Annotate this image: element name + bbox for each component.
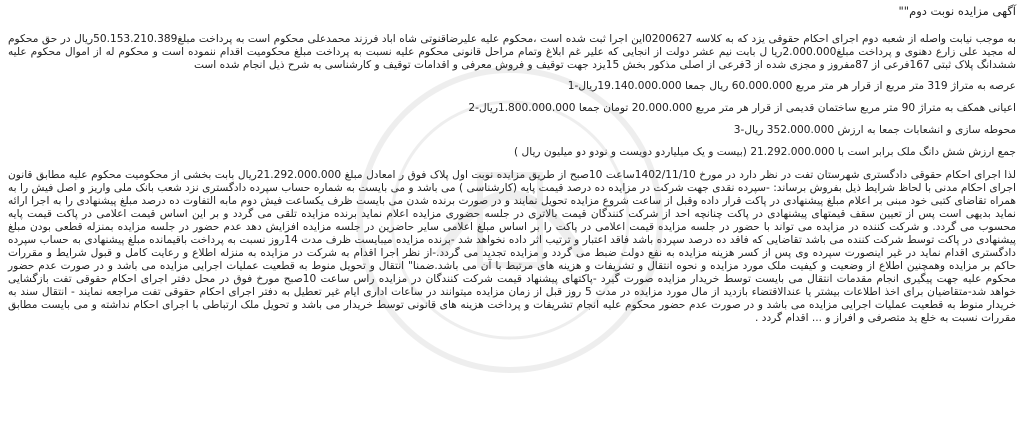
valuation-total: جمع ارزش شش دانگ ملک برابر است با 21.292.000.000 (بیست و یک میلیاردو دویست و نودو دو میلیون ریال ) (514, 146, 1016, 158)
valuation-item-3: محوطه سازی و انشعابات جمعا به ارزش 352.000.000 ریال-3 (733, 124, 1016, 136)
auction-terms: لذا اجرای احکام حقوقی دادگستری شهرستان تفت در نظر دارد در مورخ 1402/11/10ساعت 10صبح از طریق مزایده نوبت اول پلاک فوق ر امعادل مبلغ 21.292.000.000ریال بابت بخشی از محکومیت محکوم علیه مطابق قانون اجرای احکام مدنی با لحاظ شرایط ذیل بفروش برساند: -سپرده نقدی جهت شرکت در مزایده ده درصد قیمت پایه (کارشناسی ) می باشد و می بایست به شماره حساب سپرده دادگستری نزد شعب بانک ملی واریز و اصل فیش را به همراه تقاضای کتبی خود مبنی بر اعلام مبلغ پیشنهادی در پاکت قرار داده وقبل از ساعت شروع مزایده تحویل نمایند و در صورت برنده شدن می بایست ظرف یکساعت فیش دوم مابه التفاوت ده درصد مبلغ پیشنهادی را به اجرا ارائه نماید بدیهی است پس از تعیین سقف قیمتهای پیشنهادی در پاکت چنانچه احد از شرکت کنندگان قیمت بالاتری در جلسه حضوری مزایده اعلام نماید برنده مزایده تلقی می گردد و بر این اساس قیمت اعلامی در پاکت قیمت پایه محسوب می گردد. و شرکت کننده در مزایده می تواند با حضور در جلسه مزایده قیمت اعلامی در پاکت را بر اساس مبلغ اعلامی سایر حاضرین در جلسه مزایده افزایش دهد عدم حضور در جلسه مزایده بمنزله قطعی بودن مبلغ پیشنهادی در پاکت توسط شرکت کننده می باشد تقاضایی که فاقد ده درصد سپرده باشد فاقد اعتبار و ترتیب اثر داده نخواهد شد -برنده مزایده میبایست ظرف مدت 14روز نسبت به پرداخت باقیمانده مبلغ پیشنهادی به حساب سپرده دادگستری اقدام نماید در غیر اینصورت سپرده وی پس از کسر هزینه مزایده به نفع دولت ضبط می گردد و مزایده تجدید می گردد.-از نظر اجرا اقدام به شرکت در مزایده به منزله اطلاع و رعایت کامل و قبول شرایط و مقررات حاکم بر مزایده وهمچنین اطلاع از وضعیت و کیفیت ملک مورد مزایده و نحوه انتقال و تشریفات و هزینه های مرتبط با آن می باشد.ضمنا" انتقال و تحویل منوط به قطعیت عملیات اجرایی مزایده می باشد و در صورت عدم حضور محکوم علیه جهت پیگیری انجام مقدمات انتقال می بایست توسط خریدار مزایده صورت گیرد -پاکتهای پیشنهاد قیمت شرکت کنندگان در مزایده راس ساعت 10صبح مورخ فوق در محل دفتر اجرای احکام حقوقی تفت بازگشایی خواهد شد-متقاضیان برای اخذ اطلاعات بیشتر یا عندالاقتضاء بازدید از مال مورد مزایده در مدت 5 روز قبل از زمان مزایده میتوانند در ساعات اداری ایام غیر تعطیل به دفتر اجرای احکام حقوقی تفت مراجعه نمایند - انتقال سند به خریدار منوط به قطعیت عملیات اجرایی مزایده می باشد و در صورت عدم حضور محکوم علیه انجام تشریفات و پرداخت هزینه های قانونی توسط خریدار می باشد و تحویل ملک ارتباطی با اجرای احکام نداشته و می بایست مطابق مقررات نسبت به خلع ید متصرفی و افراز و ... اقدام گردد . (8, 169, 1016, 324)
valuation-item-2: اعیانی همکف به متراژ 90 متر مربع ساختمان قدیمی از قرار هر متر مربع 20.000.000 تومان جمعا 1.800.000.000ریال-2 (468, 102, 1016, 114)
notice-title: آگهی مزایده نوبت دوم"" (898, 4, 1016, 18)
valuation-item-1: عرصه به متراژ 319 متر مربع از قرار هر متر مربع 60.000.000 ریال جمعا 19.140.000.000ریال-1 (567, 80, 1016, 92)
notice-intro: به موجب نیابت واصله از شعبه دوم اجرای احکام حقوقی یزد که به کلاسه 0200627این اجرا ثبت شده است ،محکوم علیه علیرضاقنوتی شاه اباد فرزند محمدعلی محکوم است به پرداخت مبلغ50.153.210.389ریال در حق محکوم له مجید علی زارع دهنوی و پرداخت مبلغ2.000.000ریا ل بابت نیم عشر دولت از انجایی که علیر غم ابلاغ وتمام مراحل قانونی محکوم علیه نسبت به پرداخت مبلغ محکومیت اقدام ننموده است و محکوم له از اموال محکوم علیه ششدانگ پلاک ثبتی 167فرعی از 87مفروز و مجزی شده از 3فرعی از اصلی مذکور بخش 15یزد جهت توقیف و فروش معرفی و اقدامات توقیف و کارشناسی به شرح ذیل انجام شده است (8, 33, 1016, 71)
